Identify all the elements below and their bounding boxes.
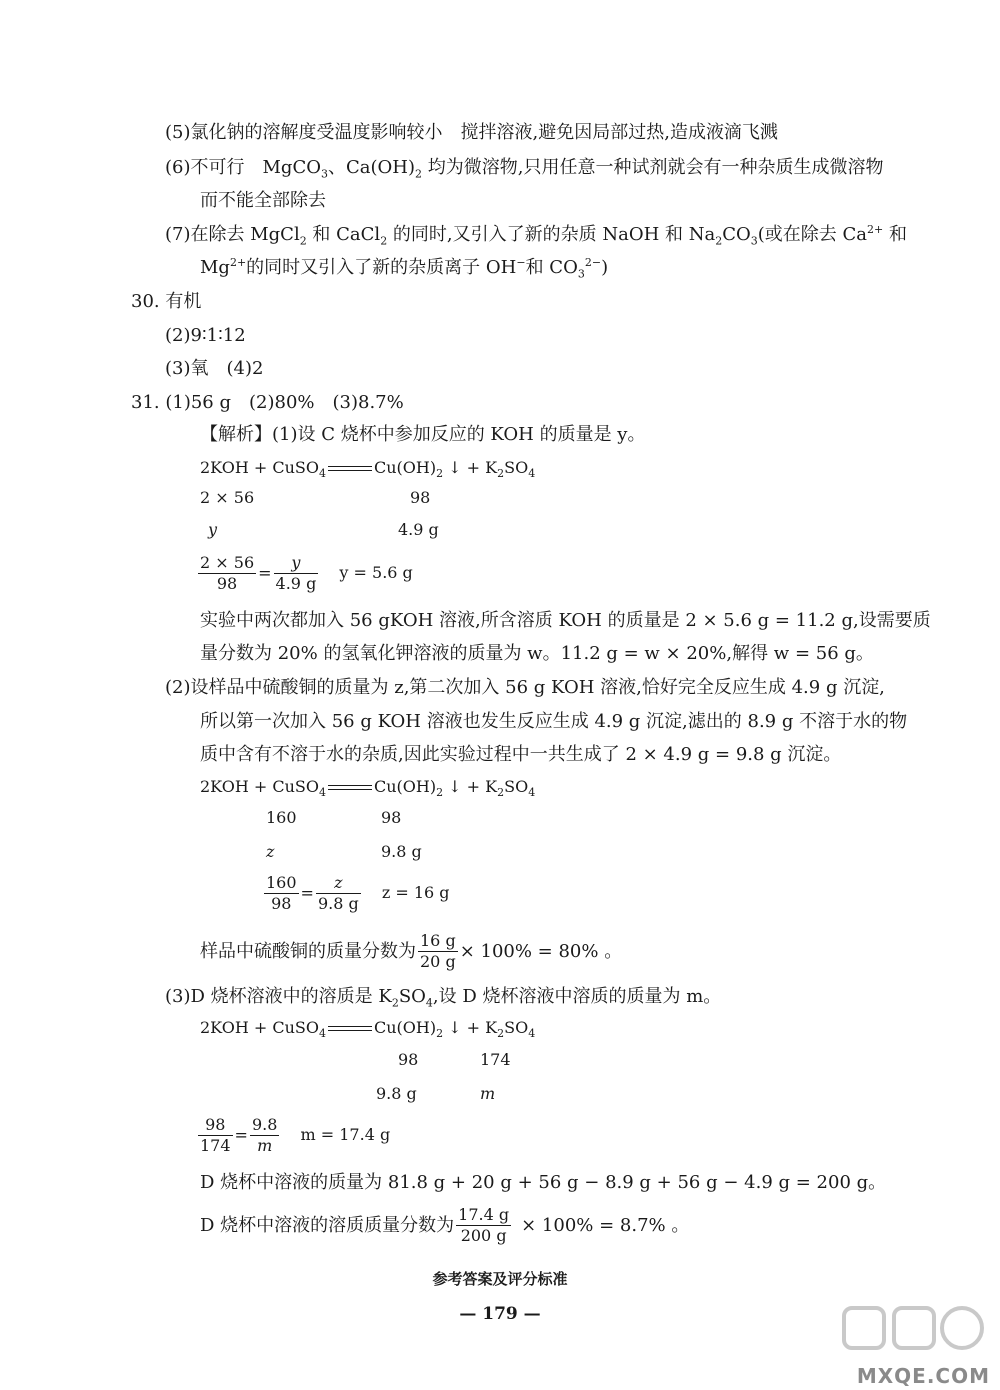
equals-sign: [328, 466, 372, 471]
mass-fraction-line: 样品中硫酸铜的质量分数为 $\frac{16 g}{20 g}$ × 100% = 80% 。: [200, 931, 623, 972]
answer-30-3-4: (3)氧 (4)2: [165, 358, 264, 379]
ratio-row-2b: 4.9 g: [398, 520, 439, 539]
answer-29-5: (5)氯化钠的溶解度受温度影响较小 搅拌溶液,避免因局部过热,造成液滴飞溅: [165, 122, 778, 143]
equals-sign: [328, 1026, 372, 1031]
answer-29-7: (7)在除去 MgCl$_2$ 和 CaCl$_2$ 的同时,又引入了新的杂质 NaOH 和 $Na_2CO_3$(或在除去 $Ca^{2+}$ 和: [165, 223, 907, 248]
ratio-row-5a: 98: [398, 1050, 419, 1069]
ratio-row-4b: 9.8 g: [381, 842, 422, 861]
ratio-row-6a: 9.8 g: [376, 1084, 417, 1103]
page-number: — 179 —: [459, 1304, 541, 1324]
ratio-row-6b: m: [480, 1084, 496, 1103]
ratio-row-1a: 2 × 56: [200, 488, 255, 507]
answer-29-6: (6)不可行 MgCO$_3$、$Ca(OH)_2$ 均为微溶物,只用任意一种试剂就会有一种杂质生成微溶物: [165, 157, 884, 181]
ratio-row-3b: 98: [381, 808, 402, 827]
analysis-1: 【解析】(1)设 C 烧杯中参加反应的 KOH 的质量是 y。: [200, 424, 646, 445]
ratio-row-5b: 174: [480, 1050, 511, 1069]
answer-31: 31. (1)56 g (2)80% (3)8.7%: [131, 392, 404, 413]
equals-sign: [328, 785, 372, 790]
analysis-para-2: 量分数为 20% 的氢氧化钾溶液的质量为 w。11.2 g = w × 20%,解得 w = 56 g。: [200, 643, 874, 664]
solution-mass-line: D 烧杯中溶液的质量为 81.8 g + 20 g + 56 g − 8.9 g + 56 g − 4.9 g = 200 g。: [200, 1172, 887, 1193]
answer-29-7-cont: $Mg^{2+}$的同时又引入了新的杂质离子 OH−和 $CO_3^{2-}$): [200, 256, 609, 281]
fraction-eq-3: $\frac{98}{174}$ = $\frac{9.8}{m}$ m = 17.4 g: [200, 1115, 391, 1156]
footer-title: 参考答案及评分标准: [432, 1270, 568, 1288]
equation-1: 2KOH + CuSO$_4$ $Cu(OH)_2$ ↓ + $K_2SO_4$: [200, 458, 536, 481]
ratio-row-3a: 160: [266, 808, 297, 827]
analysis-para-1: 实验中两次都加入 56 gKOH 溶液,所含溶质 KOH 的质量是 2 × 5.6 g = 11.2 g,设需要质: [200, 610, 931, 631]
analysis-3: (3)D 烧杯溶液中的溶质是 $K_2SO_4$,设 D 烧杯溶液中溶质的质量为 m。: [165, 986, 722, 1010]
ratio-row-4a: z: [266, 842, 275, 861]
ratio-row-2a: y: [208, 520, 218, 539]
watermark-logo-icon: [840, 1302, 990, 1372]
watermark-text: MXQE.COM: [856, 1364, 990, 1388]
analysis-2-line-3: 质中含有不溶于水的杂质,因此实验过程中一共生成了 2 × 4.9 g = 9.8 g 沉淀。: [200, 744, 842, 765]
fraction-eq-1: $\frac{2 \times 56}{98}$ = $\frac{y}{4.9 g}$ y = 5.6 g: [200, 553, 413, 594]
answer-30-2: (2)9∶1∶12: [165, 325, 246, 346]
analysis-2-line-1: (2)设样品中硫酸铜的质量为 z,第二次加入 56 g KOH 溶液,恰好完全反应生成 4.9 g 沉淀,: [165, 677, 885, 698]
ratio-row-1b: 98: [410, 488, 431, 507]
answer-30: 30. 有机: [131, 291, 202, 312]
equation-3: 2KOH + CuSO$_4$ $Cu(OH)_2$ ↓ + $K_2SO_4$: [200, 1018, 536, 1041]
fraction-eq-2: $\frac{160}{98}$ = $\frac{z}{9.8 g}$ z = 16 g: [266, 873, 450, 914]
answer-29-6-cont: 而不能全部除去: [200, 190, 326, 211]
equation-2: 2KOH + CuSO$_4$ $Cu(OH)_2$ ↓ + $K_2SO_4$: [200, 777, 536, 800]
analysis-2-line-2: 所以第一次加入 56 g KOH 溶液也发生反应生成 4.9 g 沉淀,滤出的 8.9 g 不溶于水的物: [200, 711, 908, 732]
solute-fraction-line: D 烧杯中溶液的溶质质量分数为 $\frac{17.4 g}{200 g}$ × 100% = 8.7% 。: [200, 1205, 690, 1246]
